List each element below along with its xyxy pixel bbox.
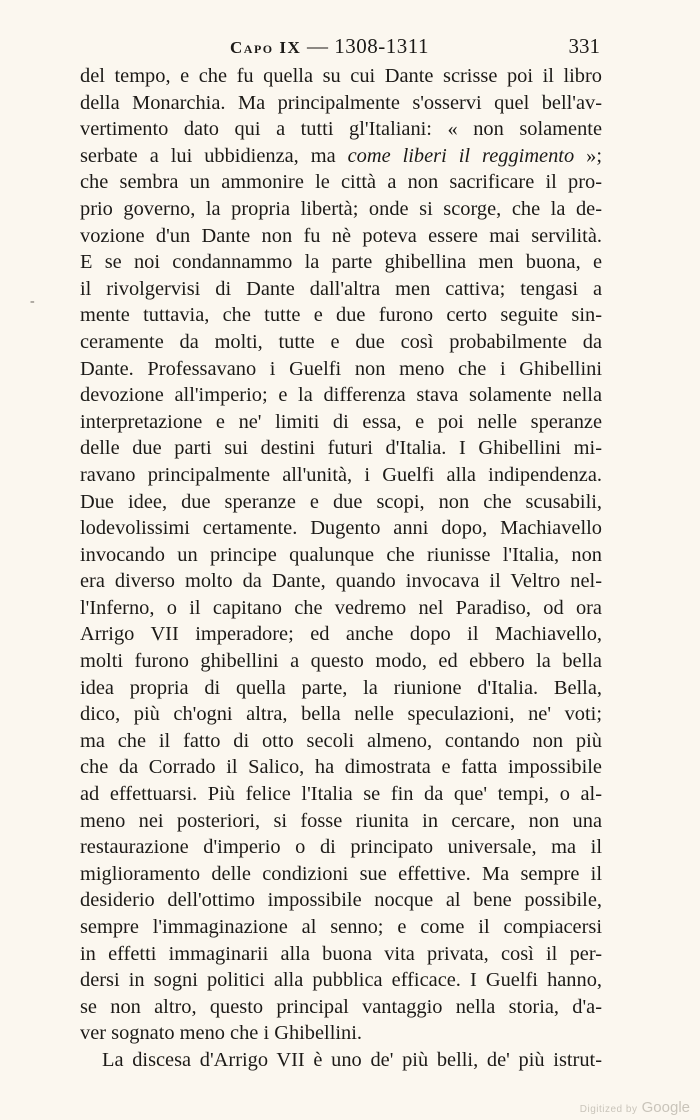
text-line: dersi in sogni politici alla pubblica efficace. I Guelfi hanno, [80, 969, 602, 992]
text-line: se non altro, questo principal vantaggio nella storia, d'a- [80, 995, 602, 1018]
chapter-label: Capo IX [230, 38, 302, 57]
text-line: meno nei posteriori, si fosse riunita in cercare, non una [80, 809, 602, 832]
text-line: devozione all'imperio; e la differenza stava solamente nella [80, 384, 602, 407]
text-line: vertimento dato qui a tutti gl'Italiani: « non solamente [80, 118, 602, 141]
text-line: del tempo, e che fu quella su cui Dante scrisse poi il libro [80, 65, 602, 87]
text-line: l'Inferno, o il capitano che vedremo nel Paradiso, od ora [80, 596, 602, 619]
digitized-watermark [580, 1099, 690, 1116]
text-line: mente tuttavia, che tutte e due furono certo seguite sin- [80, 304, 602, 327]
running-head [80, 34, 600, 64]
text-line: sempre l'immaginazione al senno; e come il compiacersi [80, 916, 602, 938]
text-line: miglioramento delle condizioni sue effettive. Ma sempre il [80, 862, 602, 885]
text-line: delle due parti sui destini futuri d'Italia. I Ghibellini mi- [80, 437, 602, 460]
google-logo: Google [641, 1099, 690, 1116]
text-line: desiderio dell'ottimo impossibile nocque al bene possibile, [80, 889, 602, 912]
page-number: 331 [568, 34, 600, 58]
text-line: era diverso molto da Dante, quando invocava il Veltro nel- [80, 570, 602, 593]
text-line: prio governo, la propria libertà; onde si scorge, che la de- [80, 197, 602, 220]
text-line: ravano principalmente all'unità, i Guelfi alla indipendenza. [80, 463, 602, 486]
text-segment: serbate a lui ubbidienza, ma [80, 144, 348, 167]
text-line [80, 143, 602, 170]
italic-quote: come liberi il reggimento [347, 144, 575, 167]
body-text [80, 63, 602, 1074]
text-line: il rivolgervisi di Dante dall'altra men cattiva; tengasi a [80, 277, 602, 300]
chapter-years: 1308-1311 [334, 34, 429, 58]
text-line: della Monarchia. Ma principalmente s'osservi quel bell'av- [80, 91, 602, 114]
text-line: ceramente da molti, tutte e due così probabilmente da [80, 330, 602, 353]
text-line: Due idee, due speranze e due scopi, non che scusabili, [80, 490, 602, 513]
text-line: vozione d'un Dante non fu nè poteva essere mai servilità. [80, 224, 602, 247]
text-line: che sembra un ammonire le città a non sacrificare il pro- [80, 171, 602, 194]
text-line: ver sognato meno che i Ghibellini. [80, 1022, 363, 1045]
text-segment: »; [574, 144, 602, 167]
text-line: La discesa d'Arrigo VII è uno de' più belli, de' più istrut- [102, 1048, 602, 1071]
text-line: ma che il fatto di otto secoli almeno, contando non più [80, 729, 602, 752]
running-head-title [230, 34, 429, 59]
margin-mark: - [30, 294, 35, 309]
text-line: E se noi condannammo la parte ghibellina men buona, e [80, 251, 602, 274]
text-line: Dante. Professavano i Guelfi non meno che i Ghibellini [80, 357, 602, 380]
text-line: che da Corrado il Salico, ha dimostrata e fatta impossibile [80, 756, 602, 779]
text-line: Arrigo VII imperadore; ed anche dopo il Machiavello, [80, 623, 602, 646]
text-line: molti furono ghibellini a questo modo, ed ebbero la bella [80, 650, 602, 673]
watermark-prefix: Digitized by [579, 1104, 638, 1115]
text-line: in effetti immaginarii alla buona vita privata, così il per- [80, 942, 602, 965]
text-line: interpretazione e ne' limiti di essa, e poi nelle speranze [80, 410, 602, 433]
text-line: dico, più ch'ogni altra, bella nelle speculazioni, ne' voti; [80, 703, 602, 726]
text-line: ad effettuarsi. Più felice l'Italia se fin da que' tempi, o al- [80, 783, 602, 806]
header-dash: — [301, 34, 335, 58]
text-line: restaurazione d'imperio o di principato universale, ma il [80, 836, 602, 859]
text-line: invocando un principe qualunque che riunisse l'Italia, non [80, 543, 602, 566]
text-line: lodevolissimi certamente. Dugento anni dopo, Machiavello [80, 517, 602, 540]
text-line: idea propria di quella parte, la riunione d'Italia. Bella, [80, 676, 602, 699]
